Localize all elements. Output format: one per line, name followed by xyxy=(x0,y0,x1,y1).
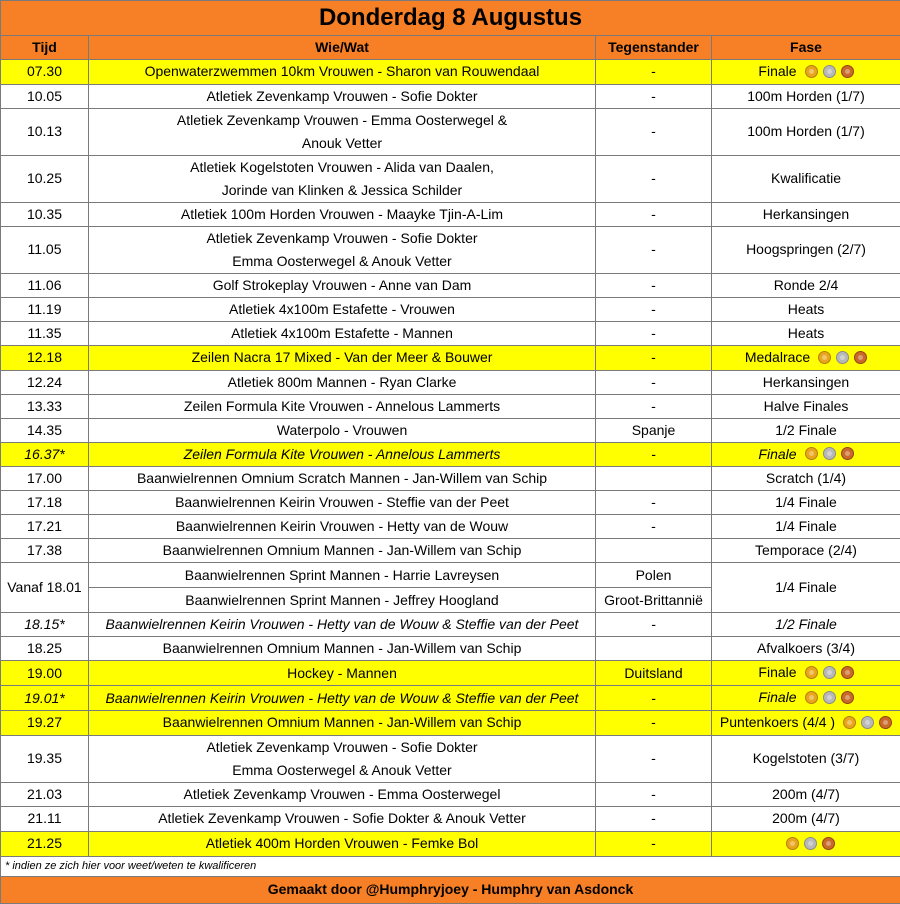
table-row xyxy=(1,613,900,637)
cell-wie-wat xyxy=(89,467,596,491)
cell-wie-wat xyxy=(89,108,596,155)
cell-tegenstander: - xyxy=(596,782,712,806)
cell-fase xyxy=(712,60,900,85)
silver-medal-icon xyxy=(804,837,817,850)
cell-wie-wat xyxy=(89,442,596,467)
cell-fase-text: Afvalkoers (3/4) xyxy=(757,640,855,656)
cell-wie-wat-line: Baanwielrennen Keirin Vrouwen - Steffie van der Peet xyxy=(91,491,593,514)
table-row xyxy=(1,60,900,85)
cell-tegenstander: - xyxy=(596,108,712,155)
cell-tegenstander: - xyxy=(596,155,712,202)
cell-tijd: 19.01* xyxy=(1,686,89,711)
cell-wie-wat-line: Emma Oosterwegel & Anouk Vetter xyxy=(91,759,593,782)
cell-tegenstander: - xyxy=(596,60,712,85)
cell-wie-wat xyxy=(89,735,596,782)
cell-fase-text: Finale xyxy=(758,446,796,462)
table-row xyxy=(1,442,900,467)
silver-medal-icon xyxy=(823,666,836,679)
cell-tijd: 11.05 xyxy=(1,226,89,273)
cell-wie-wat-line: Zeilen Formula Kite Vrouwen - Annelous Lammerts xyxy=(91,395,593,418)
cell-wie-wat xyxy=(89,345,596,370)
gold-medal-icon xyxy=(805,65,818,78)
cell-wie-wat xyxy=(89,370,596,394)
cell-tijd: 21.25 xyxy=(1,831,89,856)
cell-tegenstander: - xyxy=(596,735,712,782)
cell-fase-text: Scratch (1/4) xyxy=(766,470,846,486)
cell-tijd: 10.13 xyxy=(1,108,89,155)
cell-wie-wat xyxy=(89,637,596,661)
cell-wie-wat-line: Zeilen Nacra 17 Mixed - Van der Meer & Bouwer xyxy=(91,346,593,369)
cell-fase-text: 1/4 Finale xyxy=(775,494,836,510)
cell-fase xyxy=(712,491,900,515)
cell-tegenstander: - xyxy=(596,370,712,394)
cell-wie-wat xyxy=(89,155,596,202)
cell-tijd: 10.25 xyxy=(1,155,89,202)
cell-fase-text: 1/2 Finale xyxy=(775,422,836,438)
cell-tijd: 17.18 xyxy=(1,491,89,515)
silver-medal-icon xyxy=(861,716,874,729)
cell-wie-wat-line: Atletiek Zevenkamp Vrouwen - Sofie Dokter xyxy=(91,85,593,108)
medal-icons xyxy=(800,687,854,710)
cell-wie-wat-line: Waterpolo - Vrouwen xyxy=(91,419,593,442)
cell-tegenstander: - xyxy=(596,226,712,273)
cell-tegenstander: - xyxy=(596,84,712,108)
cell-wie-wat-line: Atletiek Zevenkamp Vrouwen - Emma Oosterwegel & xyxy=(91,109,593,132)
cell-tijd: 17.38 xyxy=(1,539,89,563)
cell-fase-text: 1/4 Finale xyxy=(775,518,836,534)
cell-wie-wat-line: Golf Strokeplay Vrouwen - Anne van Dam xyxy=(91,274,593,297)
cell-tijd: 11.35 xyxy=(1,321,89,345)
note-row xyxy=(1,856,900,876)
table-row xyxy=(1,515,900,539)
medal-icons xyxy=(838,712,892,735)
cell-tegenstander: - xyxy=(596,202,712,226)
bronze-medal-icon xyxy=(854,351,867,364)
table-row xyxy=(1,418,900,442)
table-row xyxy=(1,273,900,297)
bronze-medal-icon xyxy=(841,65,854,78)
footer-row xyxy=(1,876,900,903)
cell-tegenstander: - xyxy=(596,515,712,539)
cell-tegenstander: - xyxy=(596,297,712,321)
cell-wie-wat-line: Atletiek 100m Horden Vrouwen - Maayke Tjin-A-Lim xyxy=(91,203,593,226)
cell-fase xyxy=(712,613,900,637)
cell-wie-wat xyxy=(89,418,596,442)
cell-wie-wat xyxy=(89,588,596,613)
table-row xyxy=(1,226,900,273)
footnote: * indien ze zich hier voor weet/weten te kwalificeren xyxy=(1,856,900,876)
cell-fase-text: Medalrace xyxy=(745,349,810,365)
cell-tegenstander: - xyxy=(596,806,712,831)
table-row xyxy=(1,661,900,686)
cell-fase xyxy=(712,297,900,321)
cell-fase xyxy=(712,661,900,686)
cell-fase xyxy=(712,273,900,297)
cell-fase xyxy=(712,637,900,661)
cell-wie-wat-line: Zeilen Formula Kite Vrouwen - Annelous Lammerts xyxy=(91,443,593,466)
cell-tijd: 11.06 xyxy=(1,273,89,297)
silver-medal-icon xyxy=(836,351,849,364)
cell-tegenstander xyxy=(596,637,712,661)
bronze-medal-icon xyxy=(841,447,854,460)
cell-fase xyxy=(712,108,900,155)
page-title: Donderdag 8 Augustus xyxy=(1,1,900,36)
cell-wie-wat xyxy=(89,806,596,831)
cell-tijd: 21.03 xyxy=(1,782,89,806)
cell-wie-wat xyxy=(89,202,596,226)
cell-tijd: 17.00 xyxy=(1,467,89,491)
cell-fase xyxy=(712,345,900,370)
cell-wie-wat-line: Atletiek Kogelstoten Vrouwen - Alida van Daalen, xyxy=(91,156,593,179)
medal-icons xyxy=(800,662,854,685)
cell-fase-text: 1/2 Finale xyxy=(775,616,836,632)
cell-wie-wat-line: Atletiek Zevenkamp Vrouwen - Sofie Dokter xyxy=(91,736,593,759)
cell-wie-wat-line: Baanwielrennen Omnium Scratch Mannen - Jan-Willem van Schip xyxy=(91,467,593,490)
header-fase: Fase xyxy=(712,36,900,60)
gold-medal-icon xyxy=(805,447,818,460)
cell-wie-wat xyxy=(89,710,596,735)
header-tijd: Tijd xyxy=(1,36,89,60)
table-row xyxy=(1,831,900,856)
cell-fase-text: Halve Finales xyxy=(764,398,849,414)
cell-tegenstander: - xyxy=(596,491,712,515)
cell-wie-wat-line: Baanwielrennen Keirin Vrouwen - Hetty van de Wouw xyxy=(91,515,593,538)
cell-fase-text: 100m Horden (1/7) xyxy=(747,88,865,104)
cell-tijd: 16.37* xyxy=(1,442,89,467)
cell-tijd: 19.27 xyxy=(1,710,89,735)
cell-tegenstander: Groot-Brittannië xyxy=(596,588,712,613)
cell-fase xyxy=(712,226,900,273)
bronze-medal-icon xyxy=(841,666,854,679)
cell-fase xyxy=(712,418,900,442)
table-row xyxy=(1,686,900,711)
cell-wie-wat-line: Hockey - Mannen xyxy=(91,662,593,685)
cell-fase xyxy=(712,563,900,613)
cell-wie-wat-line: Baanwielrennen Omnium Mannen - Jan-Willem van Schip xyxy=(91,539,593,562)
cell-wie-wat-line: Atletiek 4x100m Estafette - Vrouwen xyxy=(91,298,593,321)
cell-tegenstander: - xyxy=(596,686,712,711)
cell-fase xyxy=(712,370,900,394)
cell-wie-wat-line: Atletiek Zevenkamp Vrouwen - Emma Oosterwegel xyxy=(91,783,593,806)
cell-fase xyxy=(712,467,900,491)
cell-tijd: 18.25 xyxy=(1,637,89,661)
cell-wie-wat-line: Openwaterzwemmen 10km Vrouwen - Sharon van Rouwendaal xyxy=(91,60,593,83)
cell-tijd: 11.19 xyxy=(1,297,89,321)
table-row xyxy=(1,370,900,394)
cell-wie-wat-line: Jorinde van Klinken & Jessica Schilder xyxy=(91,179,593,202)
cell-fase-text: Finale xyxy=(758,63,796,79)
cell-fase-text: Puntenkoers (4/4 ) xyxy=(720,714,835,730)
cell-wie-wat-line: Baanwielrennen Omnium Mannen - Jan-Willem van Schip xyxy=(91,711,593,734)
cell-tegenstander: - xyxy=(596,321,712,345)
cell-fase-text: 200m (4/7) xyxy=(772,810,840,826)
cell-fase xyxy=(712,539,900,563)
table-row xyxy=(1,782,900,806)
medal-icons xyxy=(800,61,854,84)
cell-tijd: 12.18 xyxy=(1,345,89,370)
cell-fase xyxy=(712,321,900,345)
cell-fase xyxy=(712,155,900,202)
cell-fase xyxy=(712,782,900,806)
cell-wie-wat xyxy=(89,686,596,711)
cell-wie-wat-line: Baanwielrennen Keirin Vrouwen - Hetty van de Wouw & Steffie van der Peet xyxy=(91,687,593,710)
gold-medal-icon xyxy=(843,716,856,729)
cell-wie-wat xyxy=(89,515,596,539)
cell-wie-wat xyxy=(89,297,596,321)
table-row xyxy=(1,637,900,661)
cell-tijd: Vanaf 18.01 xyxy=(1,563,89,613)
table-row xyxy=(1,345,900,370)
cell-fase xyxy=(712,202,900,226)
cell-tegenstander: Polen xyxy=(596,563,712,588)
cell-wie-wat-line: Baanwielrennen Sprint Mannen - Jeffrey Hoogland xyxy=(91,589,593,612)
header-wie-wat: Wie/Wat xyxy=(89,36,596,60)
cell-tegenstander xyxy=(596,539,712,563)
cell-wie-wat-line: Baanwielrennen Sprint Mannen - Harrie Lavreysen xyxy=(91,564,593,587)
cell-tegenstander: - xyxy=(596,273,712,297)
cell-fase xyxy=(712,515,900,539)
cell-wie-wat xyxy=(89,273,596,297)
cell-fase xyxy=(712,831,900,856)
cell-wie-wat xyxy=(89,60,596,85)
cell-fase-text: Hoogspringen (2/7) xyxy=(746,241,866,257)
cell-tijd: 19.35 xyxy=(1,735,89,782)
cell-wie-wat-line: Atletiek 4x100m Estafette - Mannen xyxy=(91,322,593,345)
cell-wie-wat xyxy=(89,84,596,108)
table-row xyxy=(1,155,900,202)
table-row xyxy=(1,202,900,226)
bronze-medal-icon xyxy=(841,691,854,704)
cell-tijd: 19.00 xyxy=(1,661,89,686)
table-row xyxy=(1,321,900,345)
cell-fase-text: Kwalificatie xyxy=(771,170,841,186)
medal-icons xyxy=(813,347,867,370)
table-row xyxy=(1,394,900,418)
cell-fase-text: 1/4 Finale xyxy=(775,579,836,595)
gold-medal-icon xyxy=(805,666,818,679)
cell-tijd: 13.33 xyxy=(1,394,89,418)
cell-fase-text: 100m Horden (1/7) xyxy=(747,123,865,139)
cell-fase xyxy=(712,806,900,831)
table-row xyxy=(1,84,900,108)
cell-wie-wat-line: Atletiek Zevenkamp Vrouwen - Sofie Dokter xyxy=(91,227,593,250)
gold-medal-icon xyxy=(805,691,818,704)
cell-fase-text: Heats xyxy=(788,325,825,341)
cell-wie-wat-line: Anouk Vetter xyxy=(91,132,593,155)
cell-fase-text: Finale xyxy=(758,689,796,705)
cell-wie-wat xyxy=(89,782,596,806)
cell-wie-wat-line: Atletiek Zevenkamp Vrouwen - Sofie Dokter & Anouk Vetter xyxy=(91,807,593,830)
cell-tegenstander: - xyxy=(596,831,712,856)
cell-tijd: 18.15* xyxy=(1,613,89,637)
footer-credit: Gemaakt door @Humphryjoey - Humphry van Asdonck xyxy=(1,876,900,903)
cell-wie-wat-line: Baanwielrennen Omnium Mannen - Jan-Willem van Schip xyxy=(91,637,593,660)
cell-fase xyxy=(712,84,900,108)
table-row xyxy=(1,710,900,735)
cell-wie-wat xyxy=(89,321,596,345)
table-row xyxy=(1,539,900,563)
silver-medal-icon xyxy=(823,447,836,460)
cell-wie-wat-line: Atletiek 400m Horden Vrouwen - Femke Bol xyxy=(91,832,593,855)
cell-fase-text: 200m (4/7) xyxy=(772,786,840,802)
cell-fase-text: Finale xyxy=(758,664,796,680)
medal-icons xyxy=(800,443,854,466)
cell-wie-wat xyxy=(89,613,596,637)
cell-fase xyxy=(712,710,900,735)
table-row xyxy=(1,563,900,588)
cell-tegenstander: Spanje xyxy=(596,418,712,442)
medal-icons xyxy=(781,833,835,856)
cell-fase-text: Temporace (2/4) xyxy=(755,542,857,558)
cell-fase-text: Kogelstoten (3/7) xyxy=(753,750,860,766)
cell-fase-text: Ronde 2/4 xyxy=(774,277,839,293)
cell-wie-wat-line: Atletiek 800m Mannen - Ryan Clarke xyxy=(91,371,593,394)
table-row xyxy=(1,297,900,321)
table-row xyxy=(1,491,900,515)
bronze-medal-icon xyxy=(822,837,835,850)
bronze-medal-icon xyxy=(879,716,892,729)
cell-fase xyxy=(712,735,900,782)
cell-tijd: 14.35 xyxy=(1,418,89,442)
gold-medal-icon xyxy=(818,351,831,364)
cell-tegenstander: - xyxy=(596,710,712,735)
cell-wie-wat xyxy=(89,491,596,515)
cell-fase xyxy=(712,394,900,418)
cell-fase-text: Herkansingen xyxy=(763,206,849,222)
cell-tijd: 10.05 xyxy=(1,84,89,108)
cell-tijd: 21.11 xyxy=(1,806,89,831)
cell-wie-wat xyxy=(89,661,596,686)
cell-tegenstander: - xyxy=(596,394,712,418)
cell-tijd: 07.30 xyxy=(1,60,89,85)
cell-tijd: 17.21 xyxy=(1,515,89,539)
cell-tegenstander: Duitsland xyxy=(596,661,712,686)
cell-wie-wat xyxy=(89,539,596,563)
cell-tijd: 12.24 xyxy=(1,370,89,394)
cell-wie-wat-line: Emma Oosterwegel & Anouk Vetter xyxy=(91,250,593,273)
silver-medal-icon xyxy=(823,65,836,78)
cell-wie-wat xyxy=(89,563,596,588)
cell-fase-text: Herkansingen xyxy=(763,374,849,390)
cell-wie-wat-line: Baanwielrennen Keirin Vrouwen - Hetty van de Wouw & Steffie van der Peet xyxy=(91,613,593,636)
cell-fase xyxy=(712,442,900,467)
table-row xyxy=(1,467,900,491)
cell-wie-wat xyxy=(89,394,596,418)
gold-medal-icon xyxy=(786,837,799,850)
cell-fase-text: Heats xyxy=(788,301,825,317)
cell-tegenstander: - xyxy=(596,345,712,370)
cell-fase xyxy=(712,686,900,711)
cell-tegenstander: - xyxy=(596,613,712,637)
cell-wie-wat xyxy=(89,831,596,856)
table-row xyxy=(1,108,900,155)
header-tegenstander: Tegenstander xyxy=(596,36,712,60)
cell-tijd: 10.35 xyxy=(1,202,89,226)
table-row xyxy=(1,806,900,831)
cell-wie-wat xyxy=(89,226,596,273)
cell-tegenstander: - xyxy=(596,442,712,467)
silver-medal-icon xyxy=(823,691,836,704)
table-row xyxy=(1,735,900,782)
cell-tegenstander xyxy=(596,467,712,491)
